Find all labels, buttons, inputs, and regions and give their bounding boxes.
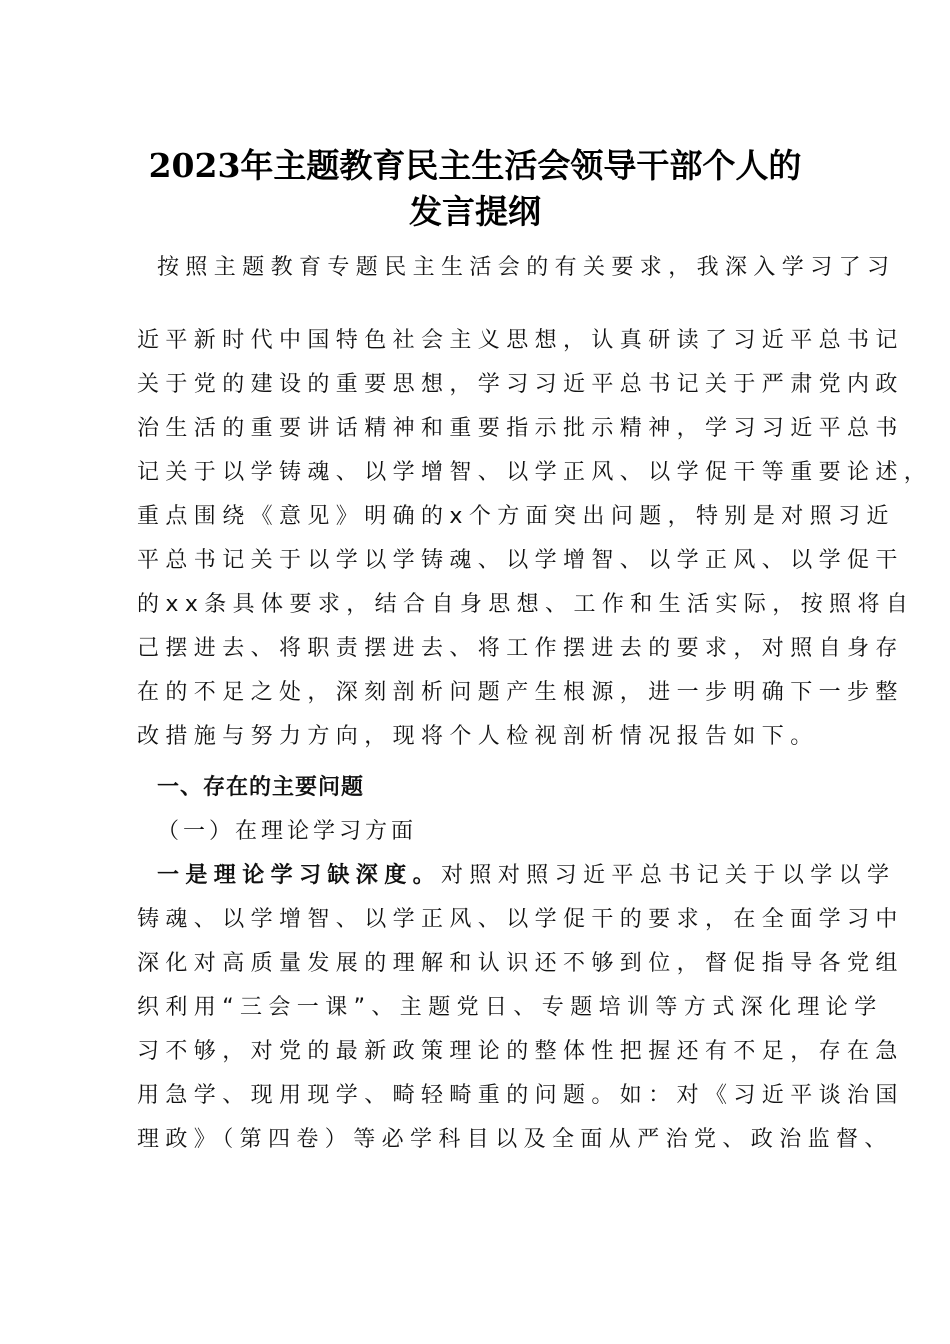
- intro-line: 的xx条具体要求，结合自身思想、工作和生活实际，按照将自: [137, 592, 915, 617]
- document-title-line-2: 发言提纲: [409, 192, 541, 231]
- intro-line: 近平新时代中国特色社会主义思想，认真研读了习近平总书记: [137, 328, 904, 353]
- point-1-first-line: [157, 861, 896, 891]
- intro-line: 平总书记关于以学以学铸魂、以学增智、以学正风、以学促干: [137, 548, 904, 573]
- point-1-line: 用急学、现用现学、畸轻畸重的问题。如：对《习近平谈治国: [137, 1083, 904, 1108]
- point-1-line: 织利用“三会一课”、主题党日、专题培训等方式深化理论学: [137, 995, 883, 1020]
- intro-line: 关于党的建设的重要思想，学习习近平总书记关于严肃党内政: [137, 372, 904, 397]
- point-1-line: 习不够，对党的最新政策理论的整体性把握还有不足，存在急: [137, 1039, 904, 1064]
- intro-line: 治生活的重要讲话精神和重要指示批示精神，学习习近平总书: [137, 416, 904, 441]
- intro-line: 在的不足之处，深刻剖析问题产生根源，进一步明确下一步整: [137, 680, 904, 705]
- point-1-line: 理政》（第四卷）等必学科目以及全面从严治党、政治监督、: [137, 1127, 893, 1152]
- intro-line: 记关于以学铸魂、以学增智、以学正风、以学促干等重要论述，: [137, 460, 933, 485]
- intro-line: 按照主题教育专题民主生活会的有关要求，我深入学习了习: [157, 255, 896, 280]
- document-title-line-1: 2023年主题教育民主生活会领导干部个人的: [148, 146, 802, 185]
- point-1-line: 铸魂、以学增智、以学正风、以学促干的要求，在全面学习中: [137, 907, 904, 932]
- point-1-first-rest: 对照对照习近平总书记关于以学以学: [441, 863, 896, 888]
- intro-line: 改措施与努力方向，现将个人检视剖析情况报告如下。: [137, 724, 819, 749]
- section-heading-1: 一、存在的主要问题: [157, 775, 365, 800]
- intro-line: 重点围绕《意见》明确的x个方面突出问题，特别是对照习近: [137, 504, 895, 529]
- point-1-line: 深化对高质量发展的理解和认识还不够到位，督促指导各党组: [137, 951, 904, 976]
- section-heading-2: （一）在理论学习方面: [157, 819, 418, 844]
- intro-line: 己摆进去、将职责摆进去、将工作摆进去的要求，对照自身存: [137, 636, 904, 661]
- point-1-lead: 一是理论学习缺深度。: [157, 863, 442, 888]
